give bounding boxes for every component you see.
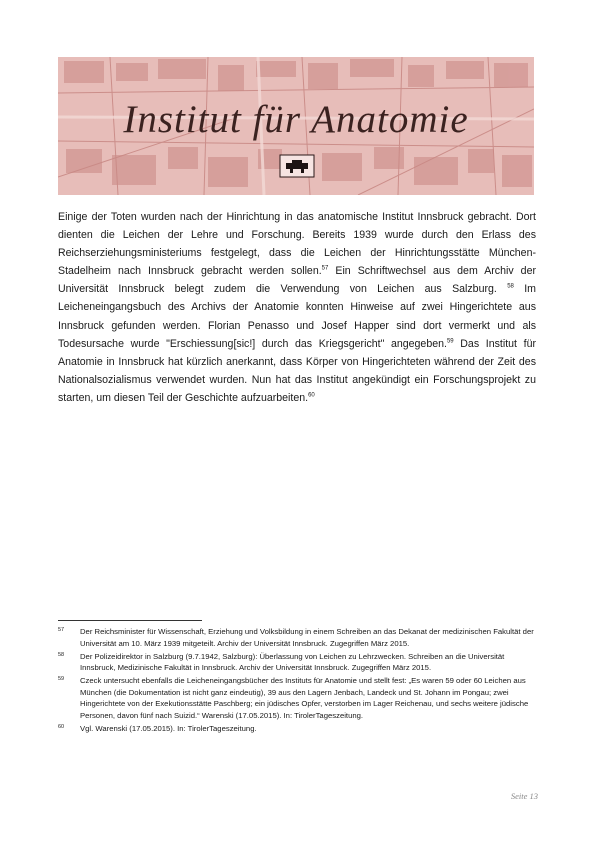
footnote-number: 59 <box>58 676 65 682</box>
footnote-reference: 59 <box>446 338 454 345</box>
body-text-segment: Einige der Toten wurden nach der Hinrichtung in das anatomische Institut Innsbruck gebracht. Dort dienten die Leichen der Lehre und Forschung. Bereits 1939 wurde durch den Erlass des Reichserziehungsministeriums festgelegt, dass die Leichen der Hinrichtungsstätte München-Stadelheim nach Innsbruck gebracht werden sollen. <box>58 211 536 278</box>
body-paragraph <box>58 208 536 407</box>
footnotes <box>58 626 536 736</box>
footnote <box>58 723 536 735</box>
footnote-text: Czeck untersucht ebenfalls die Leicheneingangsbücher des Instituts für Anatomie und stellt fest: „Es waren 59 oder 60 Leichen aus München (die Dokumentation ist nicht ganz eindeutig), 39 aus den Lagern Jenbach, Landeck und St. Johann im Pongau; zwei Hingerichtete von der Exekutionsstätte Paschberg; ein jüdisches Opfer, verstorben im Lager Reichenau, und sechs weitere jüdische Personen, davon fünf nach Suizid.“ Warenski (17.05.2015). In: TirolerTageszeitung. <box>80 676 529 720</box>
footnote-number: 58 <box>58 651 65 658</box>
header-map-image <box>58 57 534 195</box>
footnote-text: Vgl. Warenski (17.05.2015). In: TirolerTageszeitung. <box>80 723 257 733</box>
footnote-reference: 57 <box>321 265 329 272</box>
body-text-segment: Ein Schriftwechsel aus dem Archiv der Universität Innsbruck belegt zudem die Verwendung von Leichen aus Salzburg. <box>58 265 536 296</box>
footnote-number: 60 <box>58 723 65 730</box>
footnote <box>58 626 536 649</box>
footnote-divider <box>58 620 202 621</box>
footnote <box>58 675 536 721</box>
body-text-segment: Das Institut für Anatomie in Innsbruck hat kürzlich anerkannt, dass Körper von Hingerichteten während der Zeit des Nationalsozialismus verwendet wurden. Nun hat das Institut angekündigt ein Forschungsprojekt zu starten, um diesen Teil der Geschichte aufzuarbeiten. <box>58 337 536 404</box>
footnote-number: 57 <box>58 627 65 633</box>
footnote <box>58 651 536 674</box>
footnote-text: Der Polizeidirektor in Salzburg (9.7.1942, Salzburg): Überlassung von Leichen zu Lehrzwecken. Schreiben an die Universität Innsbruck, Medizinische Fakultät in Innsbruck. Archiv der Universität Innsbruck. Zugegriffen März 2015. <box>80 651 505 672</box>
footnote-reference: 58 <box>507 283 514 290</box>
header-title: Institut für Anatomie <box>123 98 469 141</box>
body-text-segment: Im Leicheneingangsbuch des Archivs der Anatomie konnten Hinweise auf zwei Hingerichtete aus Innsbruck gefunden werden. Florian Penasso und Josef Happer sind dort vermerkt und als Todesursache wurde "Erschiessung[sic!] durch das Kriegsgericht" angegeben. <box>58 283 536 350</box>
footnote-text: Der Reichsminister für Wissenschaft, Erziehung und Volksbildung in einem Schreiben an das Dekanat der medizinischen Fakultät der Universität am 10. März 1939 mitgeteilt. Archiv der Universität Innsbruck. Zugegriffen März 2015. <box>80 627 534 648</box>
page-number: Seite 13 <box>510 791 538 801</box>
footnote-reference: 60 <box>308 392 315 399</box>
